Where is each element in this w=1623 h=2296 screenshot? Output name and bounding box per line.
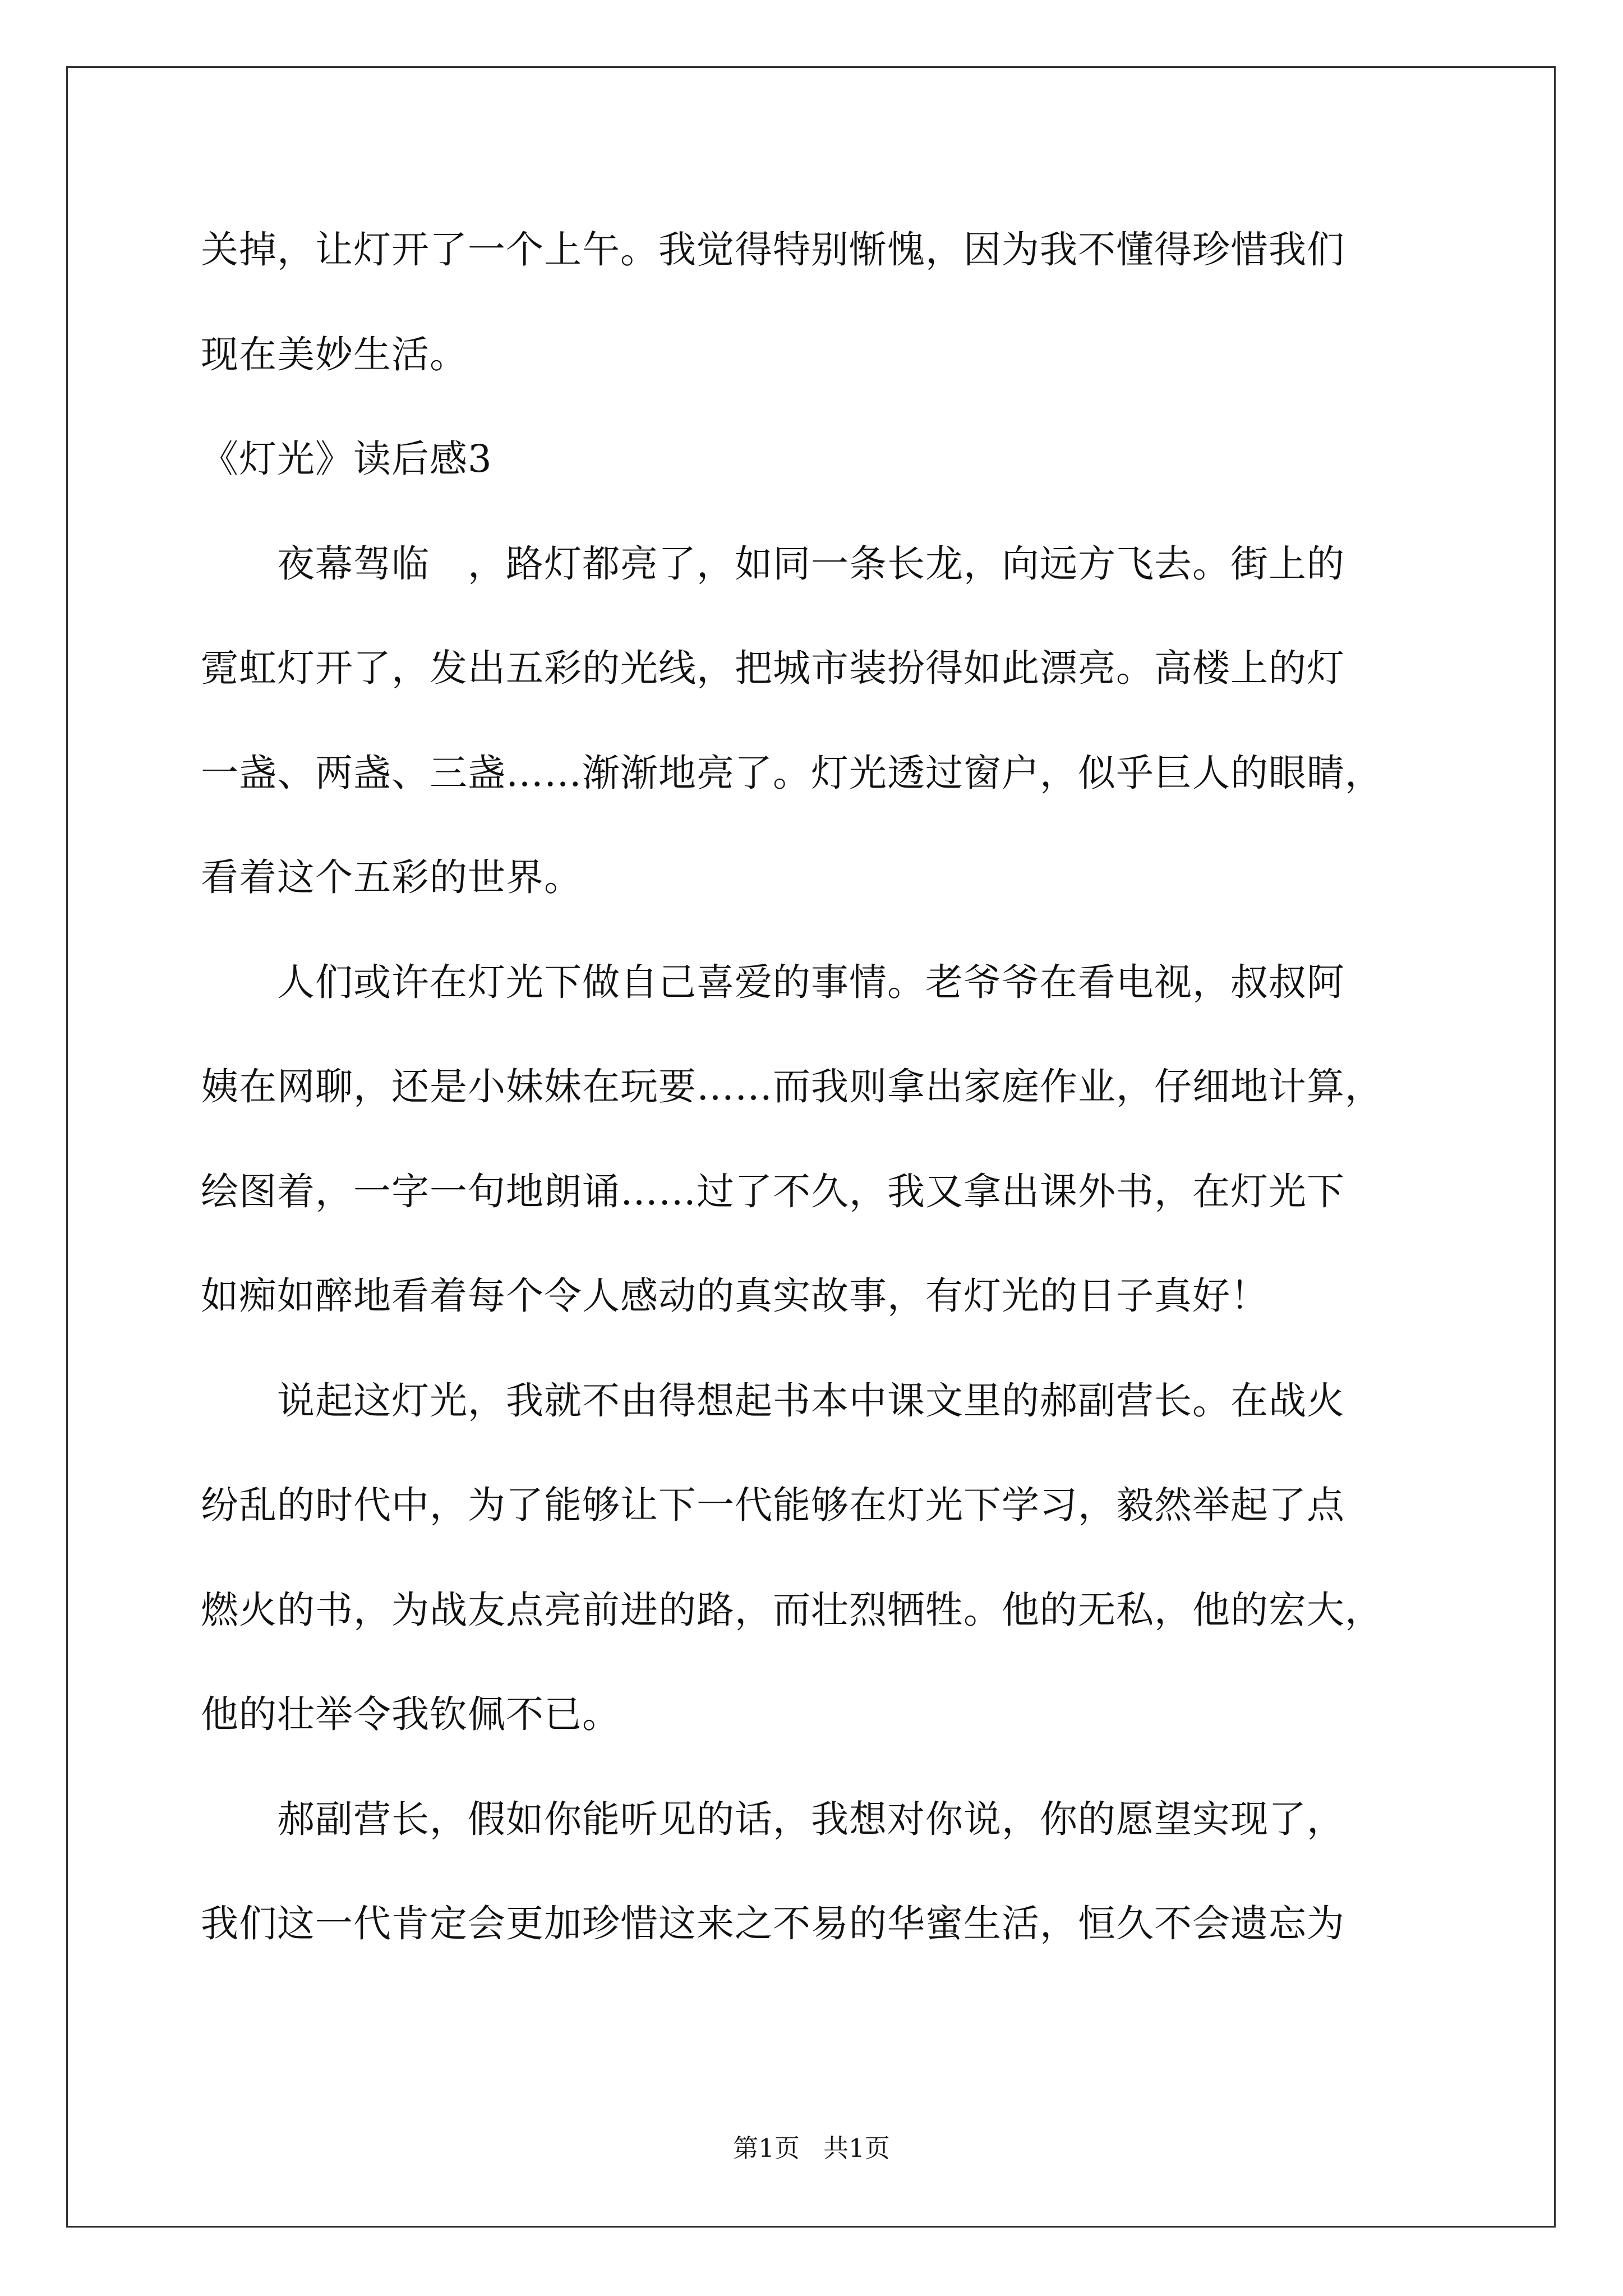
- section-heading: 《灯光》读后感3: [201, 437, 492, 481]
- text-line: 人们或许在灯光下做自己喜爱的事情。老爷爷在看电视，叔叔阿: [201, 960, 1345, 1004]
- text-line: 燃火的书，为战友点亮前进的路，而壮烈牺牲。他的无私，他的宏大，: [201, 1588, 1383, 1632]
- text-line: 看着这个五彩的世界。: [201, 855, 582, 899]
- text-line: 绘图着，一字一句地朗诵……过了不久，我又拿出课外书，在灯光下: [201, 1170, 1345, 1213]
- text-line: 如痴如醉地看着每个令人感动的真实故事，有灯光的日子真好！: [201, 1274, 1269, 1318]
- text-line: 姨在网聊，还是小妹妹在玩要……而我则拿出家庭作业，仔细地计算，: [201, 1065, 1383, 1108]
- text-line: 霓虹灯开了，发出五彩的光线，把城市装扮得如此漂亮。高楼上的灯: [201, 646, 1345, 690]
- page-total: 共1页: [823, 2133, 890, 2163]
- text-line: 纷乱的时代中，为了能够让下一代能够在灯光下学习，毅然举起了点: [201, 1483, 1345, 1527]
- text-line: 夜幕驾临 ，路灯都亮了，如同一条长龙，向远方飞去。街上的: [201, 542, 1345, 586]
- page-number: 第1页: [733, 2133, 800, 2163]
- text-line: 郝副营长，假如你能听见的话，我想对你说，你的愿望实现了，: [201, 1797, 1345, 1841]
- text-line: 我们这一代肯定会更加珍惜这来之不易的华蜜生活，恒久不会遗忘为: [201, 1902, 1345, 1945]
- text-line: 一盏、两盏、三盏……渐渐地亮了。灯光透过窗户，似乎巨人的眼睛，: [201, 751, 1383, 795]
- page-footer: [0, 2132, 1623, 2165]
- text-line: 关掉，让灯开了一个上午。我觉得特别惭愧，因为我不懂得珍惜我们: [201, 228, 1345, 272]
- text-line: 说起这灯光，我就不由得想起书本中课文里的郝副营长。在战火: [201, 1379, 1345, 1423]
- text-line: 现在美妙生活。: [201, 333, 468, 376]
- text-line: 他的壮举令我钦佩不已。: [201, 1692, 620, 1736]
